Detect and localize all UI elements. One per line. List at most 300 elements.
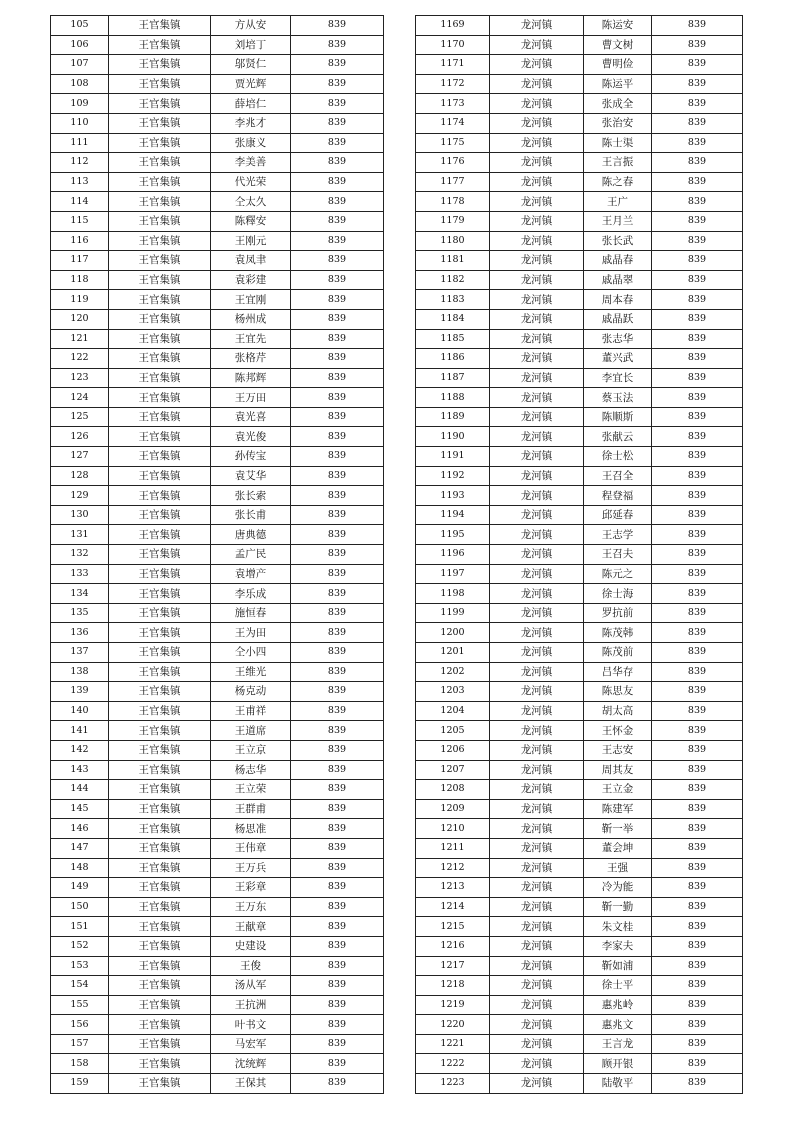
table-row (416, 878, 743, 898)
name-cell: 王召全 (584, 466, 652, 486)
amount-cell: 839 (652, 388, 743, 408)
amount-cell: 839 (291, 976, 384, 996)
name-cell: 沈统辉 (211, 1054, 291, 1074)
serial-number-cell: 1192 (416, 466, 490, 486)
town-cell: 王官集镇 (109, 760, 211, 780)
table-row (51, 662, 384, 682)
table-row (416, 211, 743, 231)
amount-cell: 839 (652, 407, 743, 427)
name-cell: 王广 (584, 192, 652, 212)
name-cell: 陈建军 (584, 799, 652, 819)
name-cell: 靳一勤 (584, 897, 652, 917)
amount-cell: 839 (291, 819, 384, 839)
name-cell: 叶书文 (211, 1015, 291, 1035)
name-cell: 惠兆岭 (584, 995, 652, 1015)
amount-cell: 839 (652, 1015, 743, 1035)
serial-number-cell: 156 (51, 1015, 109, 1035)
name-cell: 袁凤聿 (211, 251, 291, 271)
table-row (416, 603, 743, 623)
name-cell: 刘培丁 (211, 35, 291, 55)
table-row (51, 113, 384, 133)
town-cell: 龙河镇 (490, 94, 584, 114)
table-row (416, 388, 743, 408)
table-row (51, 878, 384, 898)
town-cell: 龙河镇 (490, 153, 584, 173)
amount-cell: 839 (291, 55, 384, 75)
amount-cell: 839 (652, 603, 743, 623)
town-cell: 王官集镇 (109, 35, 211, 55)
table-row (416, 643, 743, 663)
town-cell: 龙河镇 (490, 564, 584, 584)
serial-number-cell: 1206 (416, 740, 490, 760)
table-row (51, 643, 384, 663)
serial-number-cell: 153 (51, 956, 109, 976)
name-cell: 王立荣 (211, 780, 291, 800)
town-cell: 王官集镇 (109, 74, 211, 94)
serial-number-cell: 1188 (416, 388, 490, 408)
amount-cell: 839 (652, 251, 743, 271)
town-cell: 龙河镇 (490, 740, 584, 760)
serial-number-cell: 1220 (416, 1015, 490, 1035)
name-cell: 袁光喜 (211, 407, 291, 427)
town-cell: 龙河镇 (490, 956, 584, 976)
town-cell: 王官集镇 (109, 192, 211, 212)
serial-number-cell: 137 (51, 643, 109, 663)
town-cell: 龙河镇 (490, 545, 584, 565)
amount-cell: 839 (291, 270, 384, 290)
table-row (51, 486, 384, 506)
name-cell: 张长武 (584, 231, 652, 251)
name-cell: 徐士平 (584, 976, 652, 996)
town-cell: 龙河镇 (490, 55, 584, 75)
serial-number-cell: 114 (51, 192, 109, 212)
table-row (51, 956, 384, 976)
town-cell: 王官集镇 (109, 1015, 211, 1035)
name-cell: 王志安 (584, 740, 652, 760)
name-cell: 王甫祥 (211, 701, 291, 721)
serial-number-cell: 122 (51, 349, 109, 369)
amount-cell: 839 (652, 701, 743, 721)
name-cell: 王月兰 (584, 211, 652, 231)
serial-number-cell: 1197 (416, 564, 490, 584)
amount-cell: 839 (291, 662, 384, 682)
amount-cell: 839 (652, 623, 743, 643)
name-cell: 罗抗前 (584, 603, 652, 623)
amount-cell: 839 (652, 819, 743, 839)
table-row (51, 623, 384, 643)
amount-cell: 839 (291, 760, 384, 780)
amount-cell: 839 (291, 897, 384, 917)
amount-cell: 839 (291, 584, 384, 604)
town-cell: 龙河镇 (490, 486, 584, 506)
serial-number-cell: 158 (51, 1054, 109, 1074)
amount-cell: 839 (291, 290, 384, 310)
serial-number-cell: 117 (51, 251, 109, 271)
serial-number-cell: 116 (51, 231, 109, 251)
serial-number-cell: 110 (51, 113, 109, 133)
town-cell: 王官集镇 (109, 1074, 211, 1094)
town-cell: 龙河镇 (490, 643, 584, 663)
serial-number-cell: 1184 (416, 309, 490, 329)
town-cell: 龙河镇 (490, 35, 584, 55)
name-cell: 董会坤 (584, 838, 652, 858)
town-cell: 王官集镇 (109, 349, 211, 369)
amount-cell: 839 (291, 525, 384, 545)
serial-number-cell: 154 (51, 976, 109, 996)
table-row (51, 682, 384, 702)
serial-number-cell: 152 (51, 936, 109, 956)
amount-cell: 839 (652, 231, 743, 251)
amount-cell: 839 (291, 94, 384, 114)
name-cell: 王维光 (211, 662, 291, 682)
amount-cell: 839 (291, 780, 384, 800)
town-cell: 龙河镇 (490, 603, 584, 623)
table-row (416, 1054, 743, 1074)
name-cell: 张治安 (584, 113, 652, 133)
table-row (416, 55, 743, 75)
town-cell: 王官集镇 (109, 388, 211, 408)
table-row (51, 838, 384, 858)
name-cell: 蔡玉法 (584, 388, 652, 408)
town-cell: 王官集镇 (109, 662, 211, 682)
amount-cell: 839 (652, 466, 743, 486)
name-cell: 陈釋安 (211, 211, 291, 231)
name-cell: 施恒春 (211, 603, 291, 623)
name-cell: 杨志华 (211, 760, 291, 780)
town-cell: 王官集镇 (109, 466, 211, 486)
serial-number-cell: 142 (51, 740, 109, 760)
name-cell: 王强 (584, 858, 652, 878)
town-cell: 龙河镇 (490, 936, 584, 956)
town-cell: 龙河镇 (490, 74, 584, 94)
table-row (51, 251, 384, 271)
serial-number-cell: 149 (51, 878, 109, 898)
amount-cell: 839 (652, 740, 743, 760)
table-row (51, 231, 384, 251)
name-cell: 张康义 (211, 133, 291, 153)
town-cell: 王官集镇 (109, 878, 211, 898)
table-row (51, 603, 384, 623)
name-cell: 袁光俊 (211, 427, 291, 447)
name-cell: 杨州成 (211, 309, 291, 329)
table-row (51, 447, 384, 467)
amount-cell: 839 (652, 878, 743, 898)
name-cell: 王万兵 (211, 858, 291, 878)
serial-number-cell: 1195 (416, 525, 490, 545)
name-cell: 吕华存 (584, 662, 652, 682)
amount-cell: 839 (291, 466, 384, 486)
serial-number-cell: 1214 (416, 897, 490, 917)
table-row (416, 525, 743, 545)
town-cell: 龙河镇 (490, 290, 584, 310)
amount-cell: 839 (291, 35, 384, 55)
name-cell: 陈邦辉 (211, 368, 291, 388)
amount-cell: 839 (652, 94, 743, 114)
name-cell: 王言振 (584, 153, 652, 173)
table-row (416, 623, 743, 643)
serial-number-cell: 1170 (416, 35, 490, 55)
town-cell: 龙河镇 (490, 995, 584, 1015)
serial-number-cell: 1174 (416, 113, 490, 133)
table-row (416, 819, 743, 839)
amount-cell: 839 (291, 858, 384, 878)
name-cell: 代光荣 (211, 172, 291, 192)
serial-number-cell: 131 (51, 525, 109, 545)
table-row (51, 1054, 384, 1074)
serial-number-cell: 130 (51, 505, 109, 525)
table-row (416, 584, 743, 604)
serial-number-cell: 119 (51, 290, 109, 310)
name-cell: 王保其 (211, 1074, 291, 1094)
table-row (51, 35, 384, 55)
town-cell: 龙河镇 (490, 133, 584, 153)
name-cell: 陈茂韩 (584, 623, 652, 643)
table-row (416, 427, 743, 447)
serial-number-cell: 1204 (416, 701, 490, 721)
serial-number-cell: 140 (51, 701, 109, 721)
name-cell: 李家夫 (584, 936, 652, 956)
serial-number-cell: 146 (51, 819, 109, 839)
serial-number-cell: 136 (51, 623, 109, 643)
name-cell: 董兴武 (584, 349, 652, 369)
amount-cell: 839 (291, 505, 384, 525)
amount-cell: 839 (652, 486, 743, 506)
name-cell: 陈运平 (584, 74, 652, 94)
name-cell: 张志华 (584, 329, 652, 349)
amount-cell: 839 (652, 1054, 743, 1074)
town-cell: 王官集镇 (109, 113, 211, 133)
table-row (416, 799, 743, 819)
table-row (416, 192, 743, 212)
name-cell: 靳如浦 (584, 956, 652, 976)
town-cell: 龙河镇 (490, 505, 584, 525)
table-row (51, 133, 384, 153)
amount-cell: 839 (291, 407, 384, 427)
amount-cell: 839 (652, 172, 743, 192)
town-cell: 王官集镇 (109, 603, 211, 623)
serial-number-cell: 132 (51, 545, 109, 565)
table-row (51, 564, 384, 584)
table-row (51, 799, 384, 819)
serial-number-cell: 1189 (416, 407, 490, 427)
table-row (416, 466, 743, 486)
table-row (416, 1074, 743, 1094)
town-cell: 龙河镇 (490, 309, 584, 329)
table-row (51, 211, 384, 231)
amount-cell: 839 (652, 917, 743, 937)
amount-cell: 839 (291, 368, 384, 388)
amount-cell: 839 (291, 1074, 384, 1094)
serial-number-cell: 144 (51, 780, 109, 800)
table-row (51, 584, 384, 604)
town-cell: 王官集镇 (109, 643, 211, 663)
town-cell: 王官集镇 (109, 309, 211, 329)
serial-number-cell: 1221 (416, 1034, 490, 1054)
amount-cell: 839 (291, 545, 384, 565)
table-row (51, 466, 384, 486)
name-cell: 周本春 (584, 290, 652, 310)
serial-number-cell: 1186 (416, 349, 490, 369)
table-row (51, 153, 384, 173)
name-cell: 李美善 (211, 153, 291, 173)
serial-number-cell: 1177 (416, 172, 490, 192)
amount-cell: 839 (652, 55, 743, 75)
town-cell: 王官集镇 (109, 819, 211, 839)
table-row (416, 505, 743, 525)
name-cell: 陈顺斯 (584, 407, 652, 427)
table-row (416, 329, 743, 349)
table-row (416, 231, 743, 251)
amount-cell: 839 (291, 838, 384, 858)
table-row (416, 1034, 743, 1054)
serial-number-cell: 1181 (416, 251, 490, 271)
amount-cell: 839 (291, 623, 384, 643)
serial-number-cell: 141 (51, 721, 109, 741)
table-row (51, 388, 384, 408)
serial-number-cell: 148 (51, 858, 109, 878)
town-cell: 王官集镇 (109, 976, 211, 996)
amount-cell: 839 (291, 133, 384, 153)
serial-number-cell: 128 (51, 466, 109, 486)
table-row (416, 995, 743, 1015)
name-cell: 王万东 (211, 897, 291, 917)
table-row (416, 545, 743, 565)
serial-number-cell: 159 (51, 1074, 109, 1094)
town-cell: 龙河镇 (490, 819, 584, 839)
town-cell: 王官集镇 (109, 799, 211, 819)
serial-number-cell: 1217 (416, 956, 490, 976)
town-cell: 王官集镇 (109, 447, 211, 467)
town-cell: 龙河镇 (490, 192, 584, 212)
table-row (51, 172, 384, 192)
serial-number-cell: 1208 (416, 780, 490, 800)
table-row (51, 976, 384, 996)
serial-number-cell: 1216 (416, 936, 490, 956)
town-cell: 王官集镇 (109, 897, 211, 917)
table-row (51, 760, 384, 780)
amount-cell: 839 (291, 153, 384, 173)
table-row (416, 721, 743, 741)
name-cell: 袁艾华 (211, 466, 291, 486)
table-row (416, 113, 743, 133)
town-cell: 龙河镇 (490, 1015, 584, 1035)
town-cell: 龙河镇 (490, 172, 584, 192)
serial-number-cell: 1219 (416, 995, 490, 1015)
serial-number-cell: 1176 (416, 153, 490, 173)
amount-cell: 839 (652, 349, 743, 369)
table-row (416, 662, 743, 682)
table-row (51, 995, 384, 1015)
table-row (51, 1074, 384, 1094)
name-cell: 曹文树 (584, 35, 652, 55)
amount-cell: 839 (291, 172, 384, 192)
town-cell: 龙河镇 (490, 349, 584, 369)
table-row (416, 349, 743, 369)
amount-cell: 839 (291, 1015, 384, 1035)
serial-number-cell: 1179 (416, 211, 490, 231)
town-cell: 王官集镇 (109, 1054, 211, 1074)
amount-cell: 839 (291, 16, 384, 36)
town-cell: 王官集镇 (109, 427, 211, 447)
amount-cell: 839 (291, 956, 384, 976)
serial-number-cell: 113 (51, 172, 109, 192)
name-cell: 仝太久 (211, 192, 291, 212)
table-row (416, 368, 743, 388)
serial-number-cell: 1202 (416, 662, 490, 682)
name-cell: 方从安 (211, 16, 291, 36)
amount-cell: 839 (652, 309, 743, 329)
serial-number-cell: 112 (51, 153, 109, 173)
name-cell: 靳一举 (584, 819, 652, 839)
town-cell: 王官集镇 (109, 701, 211, 721)
serial-number-cell: 108 (51, 74, 109, 94)
town-cell: 王官集镇 (109, 564, 211, 584)
town-cell: 龙河镇 (490, 1074, 584, 1094)
table-row (416, 858, 743, 878)
amount-cell: 839 (291, 388, 384, 408)
amount-cell: 839 (652, 525, 743, 545)
amount-cell: 839 (291, 329, 384, 349)
serial-number-cell: 1178 (416, 192, 490, 212)
amount-cell: 839 (652, 368, 743, 388)
table-row (416, 780, 743, 800)
amount-cell: 839 (291, 74, 384, 94)
amount-cell: 839 (652, 290, 743, 310)
town-cell: 龙河镇 (490, 16, 584, 36)
amount-cell: 839 (652, 447, 743, 467)
amount-cell: 839 (652, 1074, 743, 1094)
amount-cell: 839 (291, 192, 384, 212)
town-cell: 王官集镇 (109, 525, 211, 545)
amount-cell: 839 (652, 192, 743, 212)
serial-number-cell: 1183 (416, 290, 490, 310)
amount-cell: 839 (652, 682, 743, 702)
amount-cell: 839 (652, 427, 743, 447)
town-cell: 王官集镇 (109, 858, 211, 878)
name-cell: 贾光辉 (211, 74, 291, 94)
table-row (416, 94, 743, 114)
table-row (416, 682, 743, 702)
table-row (416, 1015, 743, 1035)
name-cell: 袁彩建 (211, 270, 291, 290)
name-cell: 杨思准 (211, 819, 291, 839)
amount-cell: 839 (291, 1034, 384, 1054)
town-cell: 王官集镇 (109, 623, 211, 643)
table-row (416, 153, 743, 173)
town-cell: 王官集镇 (109, 956, 211, 976)
serial-number-cell: 125 (51, 407, 109, 427)
amount-cell: 839 (291, 936, 384, 956)
serial-number-cell: 1191 (416, 447, 490, 467)
serial-number-cell: 1172 (416, 74, 490, 94)
name-cell: 孟广民 (211, 545, 291, 565)
serial-number-cell: 1180 (416, 231, 490, 251)
town-cell: 王官集镇 (109, 55, 211, 75)
serial-number-cell: 1171 (416, 55, 490, 75)
amount-cell: 839 (291, 349, 384, 369)
table-row (416, 35, 743, 55)
serial-number-cell: 1194 (416, 505, 490, 525)
amount-cell: 839 (291, 799, 384, 819)
town-cell: 王官集镇 (109, 270, 211, 290)
serial-number-cell: 127 (51, 447, 109, 467)
name-cell: 王群甫 (211, 799, 291, 819)
table-row (416, 936, 743, 956)
town-cell: 龙河镇 (490, 1034, 584, 1054)
name-cell: 马宏军 (211, 1034, 291, 1054)
name-cell: 仝小四 (211, 643, 291, 663)
name-cell: 戚晶春 (584, 251, 652, 271)
